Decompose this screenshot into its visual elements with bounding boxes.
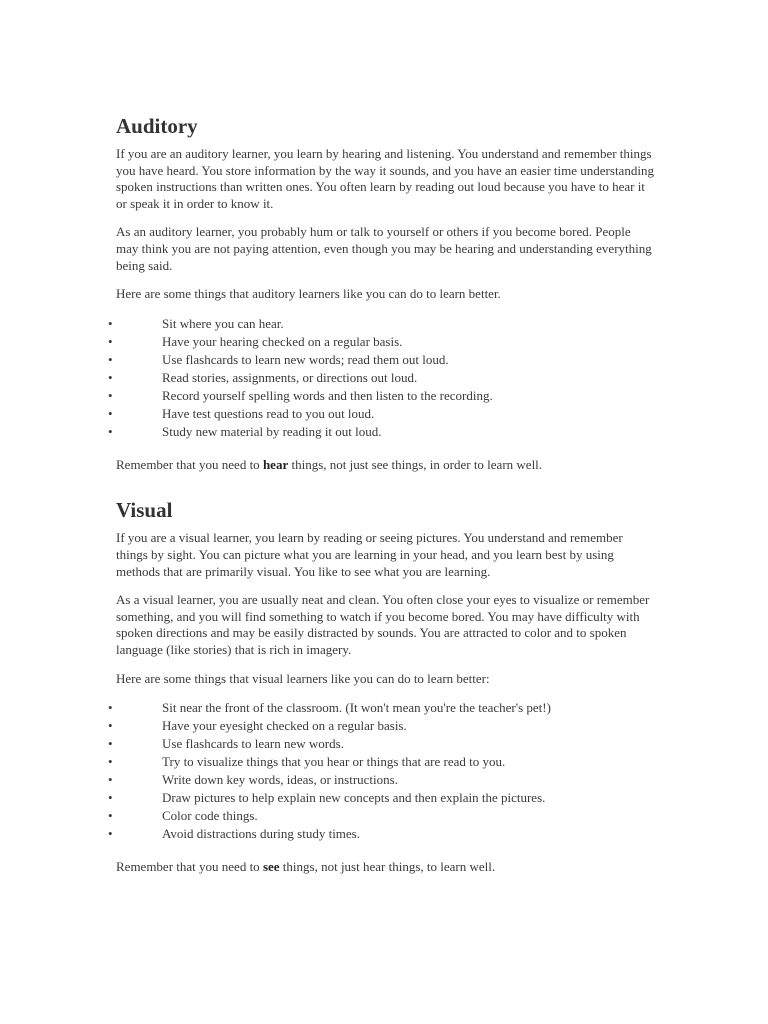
list-item <box>108 423 656 441</box>
list-item <box>108 315 656 333</box>
list-item-text: Study new material by reading it out loud. <box>162 423 382 439</box>
tips-list <box>108 699 656 843</box>
bullet-icon: • <box>108 772 113 788</box>
list-item <box>108 789 656 807</box>
list-item-text: Sit near the front of the classroom. (It won't mean you're the teacher's pet!) <box>162 700 551 716</box>
list-item <box>108 825 656 843</box>
tips-list <box>108 315 656 441</box>
list-item <box>108 717 656 735</box>
bullet-icon: • <box>108 387 113 403</box>
list-item-text: Avoid distractions during study times. <box>162 826 360 842</box>
list-item-text: Have test questions read to you out loud. <box>162 405 375 421</box>
bullet-icon: • <box>108 826 113 842</box>
visual-section <box>108 497 656 875</box>
list-item-text: Write down key words, ideas, or instructions. <box>162 772 398 788</box>
bullet-icon: • <box>108 736 113 752</box>
list-item-text: Read stories, assignments, or directions out loud. <box>162 369 418 385</box>
list-item <box>108 405 656 423</box>
paragraph: If you are a visual learner, you learn by reading or seeing pictures. You understand and remember things by sight. You can picture what you are learning in your head, and you learn best by using methods that are primarily visual. You like to see what you are learning. <box>116 530 623 579</box>
bullet-icon: • <box>108 754 113 770</box>
paragraph: As a visual learner, you are usually neat and clean. You often close your eyes to visualize or remember something, and you will find something to watch if you become bored. You may have difficulty with spoken directions and may be easily distracted by sounds. You are attracted to color and to spoken language (like stories) that is rich in imagery. <box>116 592 650 657</box>
bullet-icon: • <box>108 315 113 331</box>
bullet-icon: • <box>108 405 113 421</box>
paragraph: As an auditory learner, you probably hum or talk to yourself or others if you become bored. People may think you are not paying attention, even though you may be hearing and understanding everything being said. <box>116 224 652 273</box>
section-title: Visual <box>116 498 173 523</box>
emphasis-word: hear <box>262 456 289 472</box>
list-item-text: Draw pictures to help explain new concepts and then explain the pictures. <box>162 790 546 806</box>
list-item-text: Have your eyesight checked on a regular basis. <box>162 718 407 734</box>
list-item-text: Have your hearing checked on a regular basis. <box>162 333 403 349</box>
list-item-text: Try to visualize things that you hear or things that are read to you. <box>162 754 506 770</box>
closing-statement <box>116 859 656 876</box>
bullet-icon: • <box>108 700 113 716</box>
document-page <box>108 113 656 876</box>
list-item-text: Use flashcards to learn new words; read them out loud. <box>162 351 449 367</box>
bullet-icon: • <box>108 333 113 349</box>
emphasis-word: see <box>262 859 280 875</box>
paragraph: If you are an auditory learner, you learn by hearing and listening. You understand and remember things you have heard. You store information by the way it sounds, and you have an easier time understanding spoken instructions than written ones. You often learn by reading out loud because you have to hear it or speak it in order to know it. <box>116 146 654 211</box>
closing-text: Remember that you need to <box>116 859 263 875</box>
bullet-icon: • <box>108 790 113 806</box>
bullet-icon: • <box>108 351 113 367</box>
paragraph: Here are some things that auditory learners like you can do to learn better. <box>116 286 501 302</box>
closing-statement <box>116 457 656 474</box>
paragraph: Here are some things that visual learners like you can do to learn better: <box>116 670 490 686</box>
list-item-text: Sit where you can hear. <box>162 315 284 331</box>
list-item <box>108 351 656 369</box>
bullet-icon: • <box>108 423 113 439</box>
list-item <box>108 807 656 825</box>
list-item <box>108 369 656 387</box>
list-item-text: Color code things. <box>162 808 258 824</box>
list-item <box>108 387 656 405</box>
list-item-text: Record yourself spelling words and then listen to the recording. <box>162 387 493 403</box>
list-item-text: Use flashcards to learn new words. <box>162 736 344 752</box>
auditory-section <box>108 113 656 473</box>
closing-text: things, not just hear things, to learn well. <box>279 859 496 875</box>
closing-text: Remember that you need to <box>116 456 263 472</box>
list-item <box>108 333 656 351</box>
bullet-icon: • <box>108 718 113 734</box>
list-item <box>108 735 656 753</box>
bullet-icon: • <box>108 808 113 824</box>
bullet-icon: • <box>108 369 113 385</box>
closing-text: things, not just see things, in order to learn well. <box>288 456 543 472</box>
list-item <box>108 771 656 789</box>
list-item <box>108 699 656 717</box>
list-item <box>108 753 656 771</box>
section-title: Auditory <box>116 114 198 138</box>
